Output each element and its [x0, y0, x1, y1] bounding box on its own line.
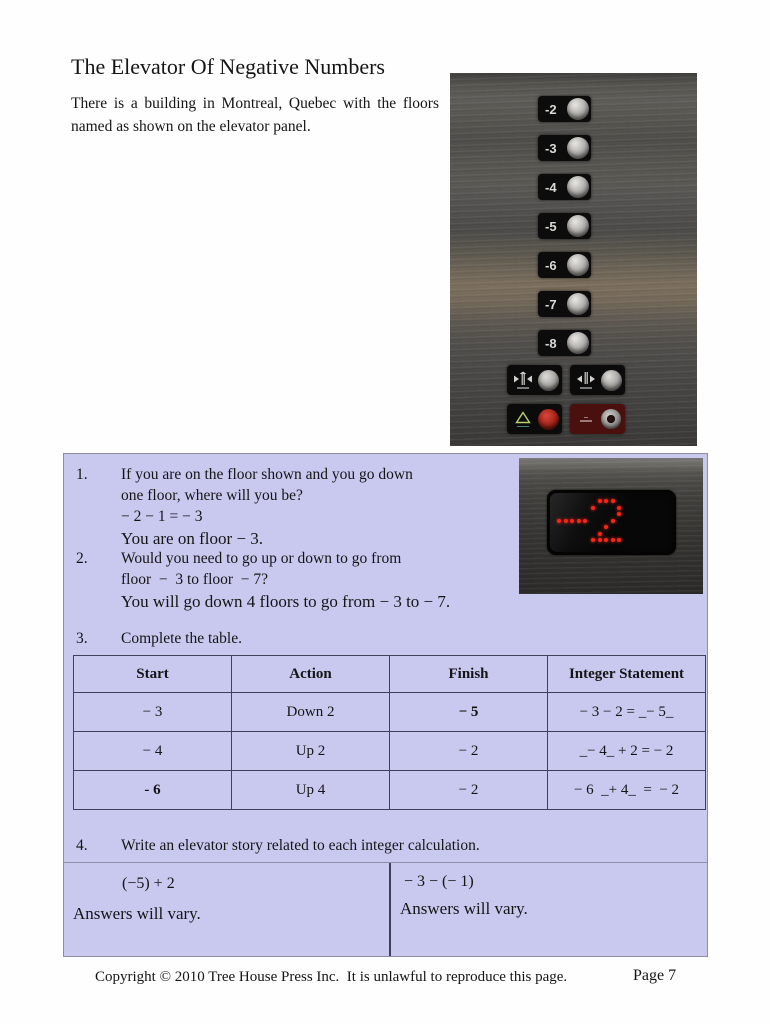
- question-number: 2.: [76, 550, 88, 567]
- start-cell: - 6: [74, 771, 232, 810]
- microtext: [517, 387, 529, 389]
- floor-button-label: -6: [545, 257, 557, 273]
- statement-cell: − 6 _+ 4_ = − 2: [548, 771, 706, 810]
- page-title: The Elevator Of Negative Numbers: [71, 54, 385, 79]
- table-header-row: [74, 656, 706, 693]
- floor-push-button: [567, 98, 589, 120]
- answer-text: You are on floor − 3.: [121, 529, 263, 548]
- column-header: Action: [232, 656, 390, 693]
- finish-cell: − 5: [390, 693, 548, 732]
- microtext: [580, 420, 592, 422]
- door-close-icon: [574, 371, 598, 389]
- action-cell: Up 2: [232, 732, 390, 771]
- column-header: Integer Statement: [548, 656, 706, 693]
- floor-push-button: [567, 332, 589, 354]
- floor-button-label: -8: [545, 335, 557, 351]
- microtext: [517, 426, 529, 428]
- floor-button: [538, 252, 591, 278]
- floor-button-label: -2: [545, 101, 557, 117]
- door-open-push-button: [538, 370, 559, 391]
- led-screen: [547, 490, 676, 555]
- floor-button: [538, 96, 591, 122]
- floor-display-photo: [519, 458, 703, 594]
- elevator-panel-photo: [450, 73, 697, 446]
- door-close-push-button: [601, 370, 622, 391]
- question-2: [76, 548, 521, 613]
- floor-button: [538, 174, 591, 200]
- floor-button-label: -7: [545, 296, 557, 312]
- question-text: one floor, where will you be?: [121, 487, 303, 504]
- expression-right: − 3 − (− 1): [404, 873, 474, 890]
- floor-button: [538, 291, 591, 317]
- door-open-icon: [511, 371, 535, 389]
- action-cell: Up 4: [232, 771, 390, 810]
- floor-button-label: -4: [545, 179, 557, 195]
- question-3: [76, 628, 521, 649]
- expression-left: (−5) + 2: [122, 875, 175, 892]
- finish-cell: − 2: [390, 771, 548, 810]
- emergency-label-icon: [574, 417, 598, 422]
- question-text: Write an elevator story related to each integer calculation.: [121, 837, 480, 854]
- column-header: Start: [74, 656, 232, 693]
- answer-text: You will go down 4 floors to go from − 3 to − 7.: [121, 592, 451, 611]
- question-number: 1.: [76, 466, 88, 483]
- copyright-notice: Copyright © 2010 Tree House Press Inc. It is unlawful to reproduce this page.: [95, 969, 568, 985]
- question-text: Complete the table.: [121, 630, 242, 647]
- table-row: [74, 732, 706, 771]
- start-cell: − 3: [74, 693, 232, 732]
- key-switch-icon: [601, 409, 621, 429]
- floor-button: [538, 135, 591, 161]
- floor-button-label: -3: [545, 140, 557, 156]
- questions-box: [63, 453, 708, 863]
- table-row: [74, 693, 706, 732]
- column-header: Finish: [390, 656, 548, 693]
- action-cell: Down 2: [232, 693, 390, 732]
- statement-cell: _− 4_ + 2 = − 2: [548, 732, 706, 771]
- question-text: floor − 3 to floor − 7?: [121, 571, 269, 588]
- emergency-call-button: [570, 404, 625, 434]
- question-number: 4.: [76, 837, 88, 854]
- story-answer-box: [63, 862, 708, 957]
- table-row: [74, 771, 706, 810]
- door-open-button: [507, 365, 562, 395]
- floor-push-button: [567, 176, 589, 198]
- floor-button: [538, 330, 591, 356]
- intro-paragraph: There is a building in Montreal, Quebec with the floors named as shown on the elevator panel.: [71, 95, 439, 135]
- floor-push-button: [567, 215, 589, 237]
- floor-button-label: -5: [545, 218, 557, 234]
- microtext: [580, 387, 592, 389]
- finish-cell: − 2: [390, 732, 548, 771]
- start-cell: − 4: [74, 732, 232, 771]
- floor-push-button: [567, 137, 589, 159]
- equation: − 2 − 1 = − 3: [121, 508, 203, 525]
- microtext: [584, 417, 588, 419]
- alarm-button: [507, 404, 562, 434]
- answer-right: Answers will vary.: [400, 899, 528, 918]
- page-number: Page 7: [633, 967, 677, 984]
- divider: [389, 863, 391, 956]
- question-1: [76, 464, 521, 550]
- question-4: [76, 835, 661, 856]
- statement-cell: − 3 − 2 = _− 5_: [548, 693, 706, 732]
- floor-push-button: [567, 293, 589, 315]
- question-text: Would you need to go up or down to go from: [121, 550, 402, 567]
- question-number: 3.: [76, 630, 88, 647]
- floor-push-button: [567, 254, 589, 276]
- alarm-push-button: [538, 409, 559, 430]
- answer-left: Answers will vary.: [73, 904, 201, 923]
- alarm-triangle-icon: [511, 411, 535, 428]
- answers-table: [73, 655, 706, 810]
- floor-button: [538, 213, 591, 239]
- door-close-button: [570, 365, 625, 395]
- question-text: If you are on the floor shown and you go down: [121, 466, 413, 483]
